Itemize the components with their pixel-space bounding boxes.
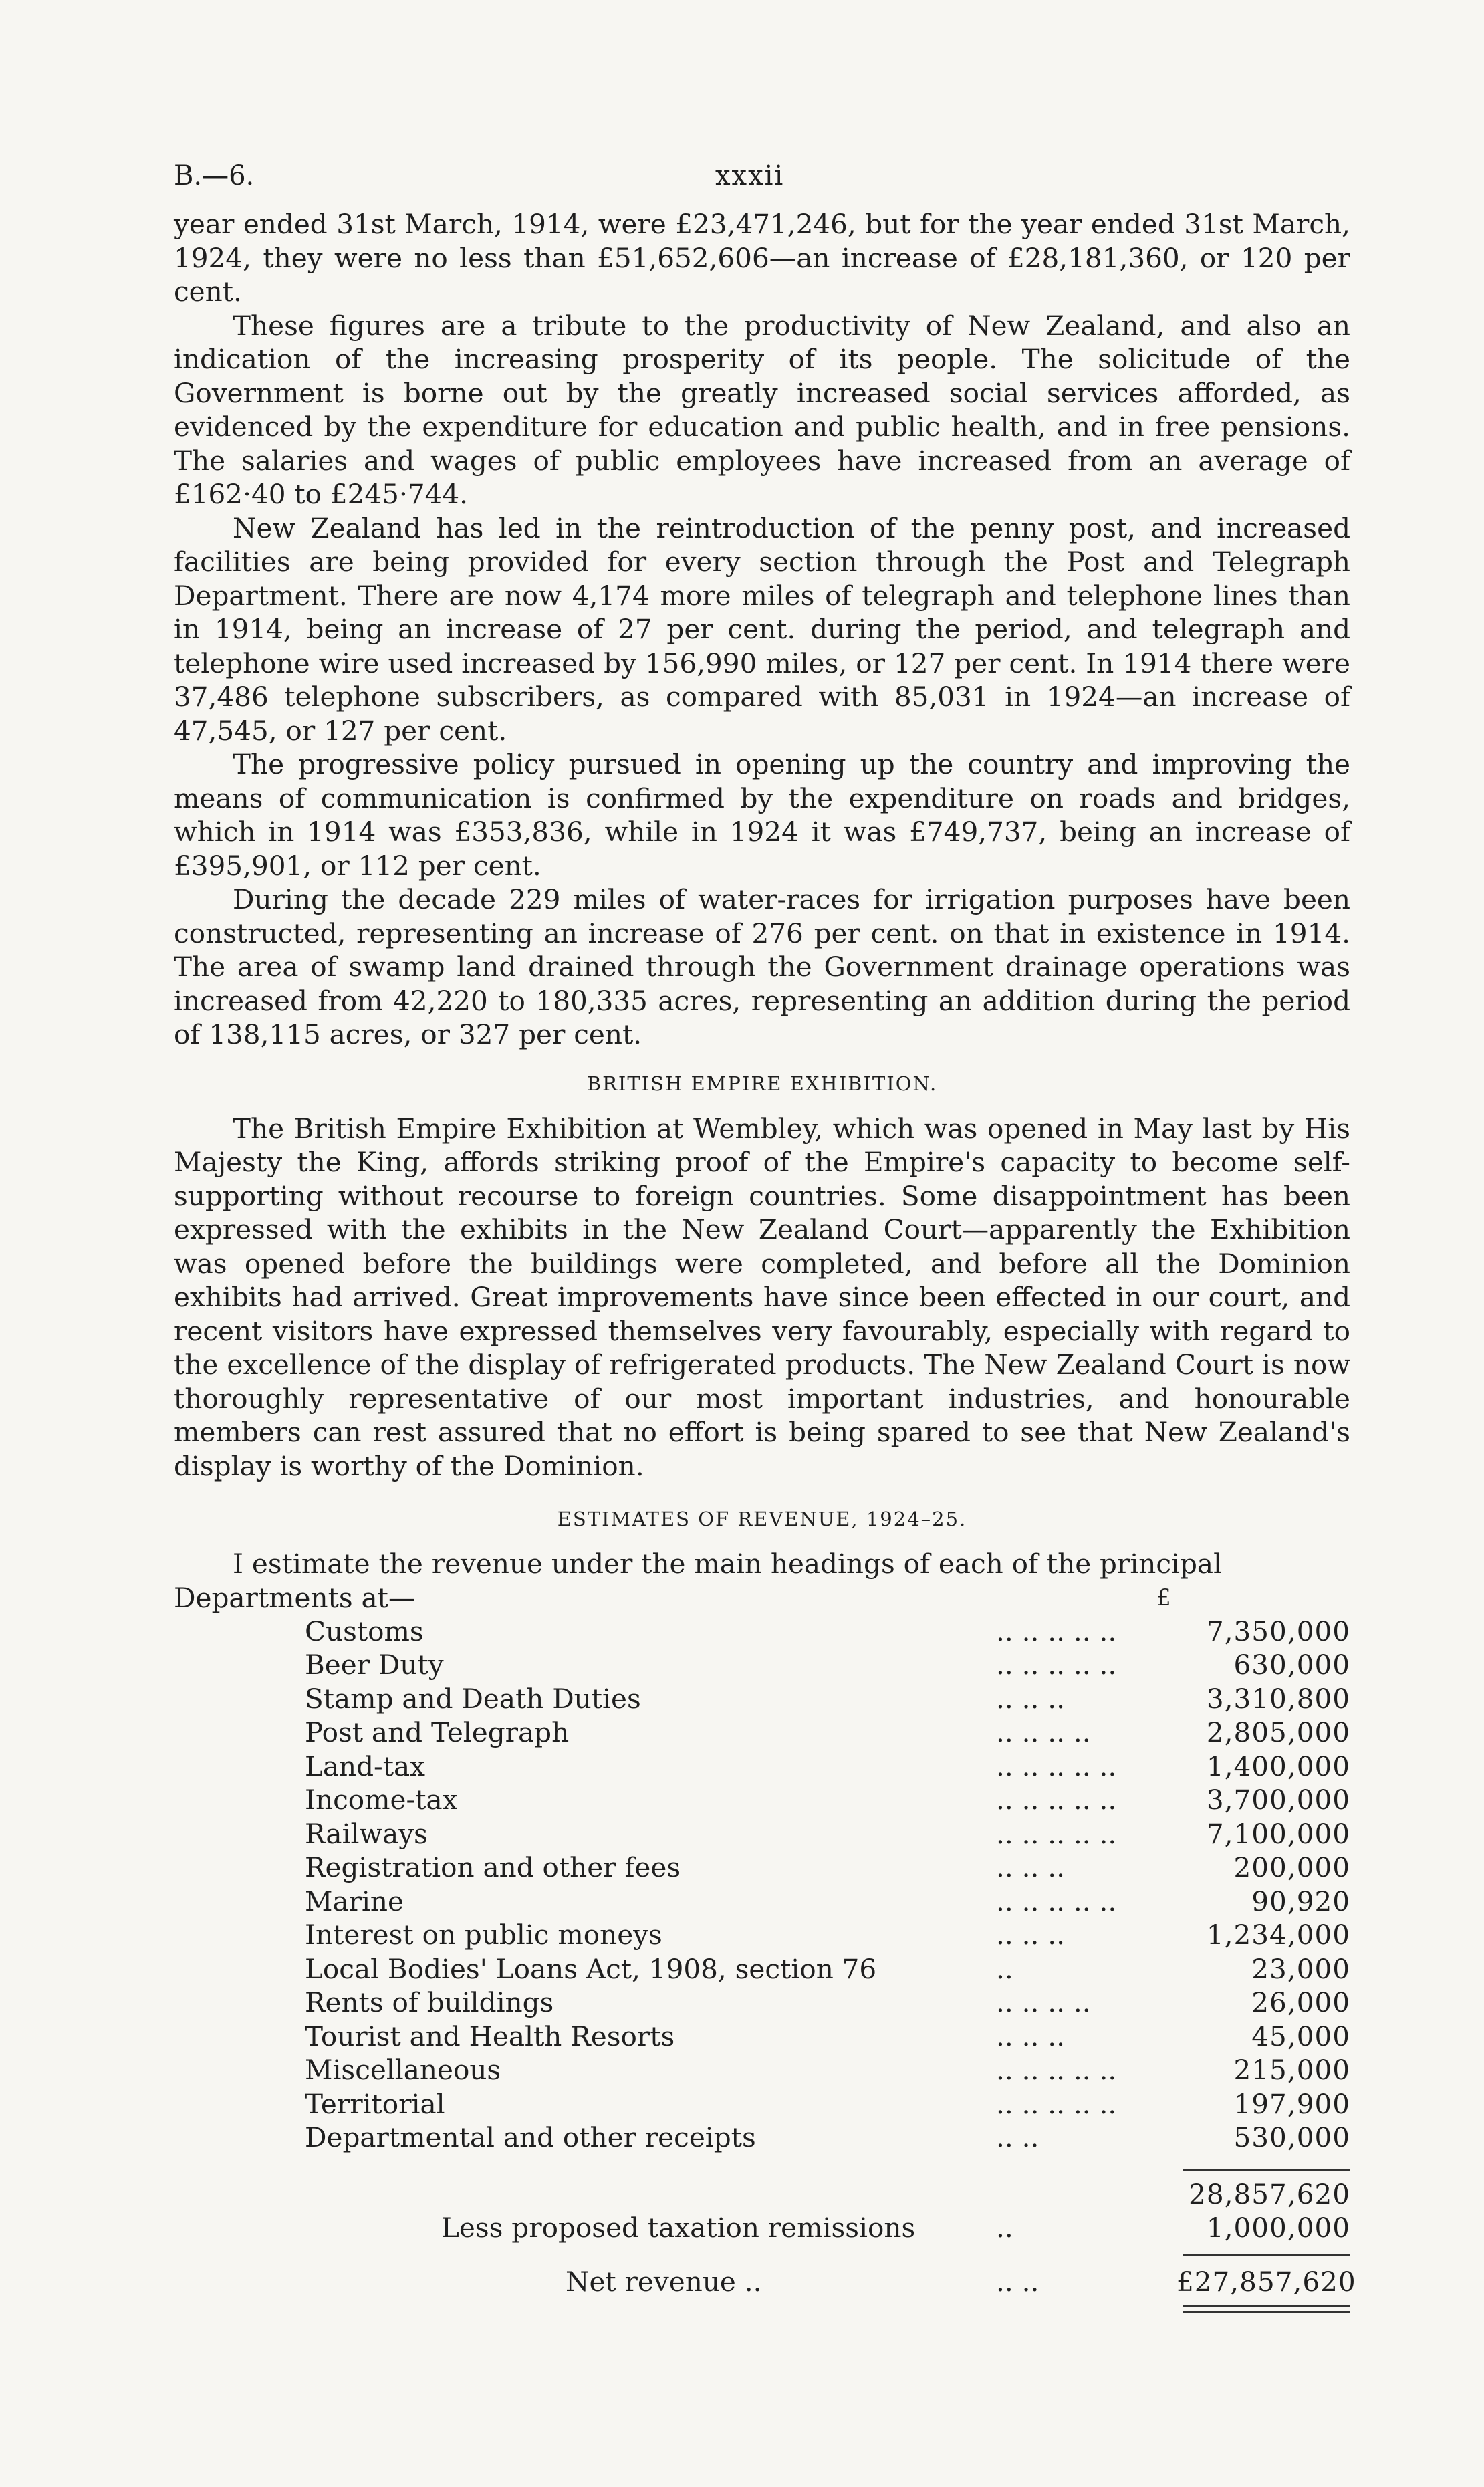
net-rule (1183, 2254, 1350, 2256)
remissions-row (174, 2211, 1350, 2245)
leader-dots: .. .. .. .. (996, 1716, 1091, 1748)
revenue-row-customs (174, 1615, 1350, 1649)
paragraph-2: These figures are a tribute to the productivity of New Zealand, and also an indication of the increasing prosperity of its people. The solicitude of the Government is borne out by the greatly increased social services afforded, as evidenced by the expenditure for education and public health, and in free pensions. The salaries and wages of public employees have increased from an average of £162·40 to £245·744. (174, 309, 1350, 510)
revenue-row-marine (174, 1885, 1350, 1919)
estimates-intro-continued (174, 1581, 1350, 1615)
paragraph-4: The progressive policy pursued in opening up the country and improving the means of communication is confirmed by the expenditure on roads and bridges, which in 1914 was £353,836, while in 1924 it was £749,737, being an increase of £395,901, or 112 per cent. (174, 748, 1350, 882)
revenue-item-amount: 90,920 (1251, 1885, 1350, 1917)
revenue-row-income-tax (174, 1783, 1350, 1817)
revenue-row-departmental-receipts (174, 2121, 1350, 2155)
revenue-item-amount: 630,000 (1233, 1649, 1350, 1681)
revenue-item-amount: 45,000 (1251, 2020, 1350, 2052)
revenue-item-name: Local Bodies' Loans Act, 1908, section 76 (305, 1952, 877, 1985)
revenue-item-amount: 26,000 (1251, 1986, 1350, 2018)
paragraph-3: New Zealand has led in the reintroduction of the penny post, and increased facilities are being provided for every section through the Post and Telegraph Department. There are now 4,174 more miles of telegraph and telephone lines than in 1914, being an increase of 27 per cent. during the period, and telegraph and telephone wire used increased by 156,990 miles, or 127 per cent. In 1914 there were 37,486 telephone subscribers, as compared with 85,031 in 1924—an increase of 47,545, or 127 per cent. (174, 511, 1350, 747)
paragraph-5: During the decade 229 miles of water-races for irrigation purposes have been constructed, representing an increase of 276 per cent. on that in existence in 1914. The area of swamp land drained through the Government drainage operations was increased from 42,220 to 180,335 acres, representing an addition during the period of 138,115 acres, or 327 per cent. (174, 883, 1350, 1050)
revenue-item-amount: 200,000 (1233, 1851, 1350, 1883)
revenue-item-amount: 215,000 (1233, 2054, 1350, 2086)
revenue-item-name: Tourist and Health Resorts (305, 2020, 675, 2052)
leader-dots: .. .. .. (996, 1919, 1065, 1951)
revenue-item-name: Beer Duty (305, 1649, 444, 1681)
revenue-item-name: Land-tax (305, 1750, 425, 1782)
estimates-intro: I estimate the revenue under the main headings of each of the principal (233, 1548, 1223, 1580)
total-rule-container (174, 2155, 1350, 2177)
revenue-row-miscellaneous (174, 2053, 1350, 2087)
leader-dots: .. .. .. (996, 1851, 1065, 1883)
revenue-item-amount: 7,350,000 (1206, 1615, 1350, 1647)
revenue-row-beer-duty (174, 1648, 1350, 1682)
total-rule (1183, 2169, 1350, 2171)
revenue-item-name: Territorial (305, 2087, 445, 2120)
exhibition-heading: BRITISH EMPIRE EXHIBITION. (586, 1072, 938, 1095)
revenue-item-name: Rents of buildings (305, 1986, 554, 2018)
double-rule-container (174, 2298, 1350, 2319)
revenue-item-name: Stamp and Death Duties (305, 1682, 641, 1715)
remissions-amount: 1,000,000 (1206, 2212, 1350, 2244)
document-page (174, 160, 1356, 2319)
document-reference: B.—6. (174, 160, 255, 191)
revenue-item-amount: 2,805,000 (1206, 1716, 1350, 1748)
revenue-item-name: Marine (305, 1885, 404, 1917)
revenue-table (174, 1615, 1350, 2155)
leader-dots: .. .. (996, 2265, 1039, 2298)
total-row (174, 2177, 1350, 2212)
net-revenue-amount: £27,857,620 (1177, 2265, 1356, 2298)
total-amount: 28,857,620 (1189, 2177, 1350, 2210)
revenue-row-stamp-death-duties (174, 1682, 1350, 1716)
leader-dots: .. .. .. .. (996, 1986, 1091, 2018)
leader-dots: .. .. .. (996, 2020, 1065, 2052)
page-number: xxxii (715, 160, 785, 191)
revenue-item-amount: 197,900 (1233, 2087, 1350, 2120)
leader-dots: .. .. .. .. .. (996, 1750, 1117, 1782)
exhibition-paragraph: The British Empire Exhibition at Wembley, which was opened in May last by His Majesty the King, affords striking proof of the Empire's capacity to become self-supporting without recourse to foreign countries. Some disappointment has been expressed with the exhibits in the New Zealand Court—apparently the Exhibition was opened before the buildings were completed, and before all the Dominion exhibits had arrived. Great improvements have since been effected in our court, and recent visitors have expressed themselves very favourably, especially with regard to the excellence of the display of refrigerated products. The New Zealand Court is now thoroughly representative of our most important industries, and honourable members can rest assured that no effort is being spared to see that New Zealand's display is worthy of the Dominion. (174, 1112, 1350, 1482)
paragraph-1: year ended 31st March, 1914, were £23,471,246, but for the year ended 31st March, 1924, they were no less than £51,652,606—an increase of £28,181,360, or 120 per cent. (174, 208, 1350, 308)
revenue-item-name: Registration and other fees (305, 1851, 681, 1883)
revenue-item-amount: 7,100,000 (1206, 1817, 1350, 1850)
revenue-item-amount: 3,700,000 (1206, 1784, 1350, 1816)
revenue-item-name: Departmental and other receipts (305, 2121, 756, 2153)
revenue-item-amount: 1,234,000 (1206, 1919, 1350, 1951)
leader-dots: .. (996, 1952, 1013, 1985)
leader-dots: .. .. .. .. .. (996, 2054, 1117, 2086)
double-rule-bottom (1183, 2311, 1350, 2313)
revenue-row-rents-buildings (174, 1986, 1350, 2020)
leader-dots: .. .. .. .. .. (996, 1784, 1117, 1816)
revenue-item-name: Miscellaneous (305, 2054, 501, 2086)
revenue-row-registration-fees (174, 1851, 1350, 1885)
leader-dots: .. .. .. .. .. (996, 1615, 1117, 1647)
revenue-row-territorial (174, 2087, 1350, 2121)
revenue-row-railways (174, 1817, 1350, 1851)
revenue-row-tourist-health-resorts (174, 2020, 1350, 2054)
revenue-item-amount: 530,000 (1233, 2121, 1350, 2153)
revenue-row-interest-public-moneys (174, 1918, 1350, 1952)
estimates-heading: ESTIMATES OF REVENUE, 1924–25. (557, 1508, 967, 1530)
leader-dots: .. .. .. (996, 1682, 1065, 1715)
revenue-row-post-telegraph (174, 1715, 1350, 1750)
revenue-item-name: Railways (305, 1817, 428, 1850)
net-revenue-label: Net revenue .. (566, 2265, 762, 2298)
net-rule-container (174, 2245, 1350, 2265)
leader-dots: .. (996, 2212, 1013, 2244)
revenue-item-amount: 1,400,000 (1206, 1750, 1350, 1782)
revenue-item-amount: 23,000 (1251, 1952, 1350, 1985)
revenue-item-name: Income-tax (305, 1784, 458, 1816)
revenue-item-name: Post and Telegraph (305, 1716, 570, 1748)
page-header (174, 160, 1350, 207)
leader-dots: .. .. .. .. .. (996, 1885, 1117, 1917)
revenue-item-name: Customs (305, 1615, 424, 1647)
revenue-row-local-bodies-loans (174, 1952, 1350, 1986)
currency-unit: £ (1156, 1584, 1171, 1611)
leader-dots: .. .. .. .. .. (996, 1649, 1117, 1681)
revenue-row-land-tax (174, 1750, 1350, 1784)
leader-dots: .. .. (996, 2121, 1039, 2153)
revenue-item-amount: 3,310,800 (1206, 1682, 1350, 1715)
revenue-item-name: Interest on public moneys (305, 1919, 662, 1951)
double-rule-top (1183, 2305, 1350, 2307)
leader-dots: .. .. .. .. .. (996, 1817, 1117, 1850)
estimates-intro-line2: Departments at— (174, 1581, 416, 1614)
remissions-label: Less proposed taxation remissions (441, 2212, 916, 2244)
net-revenue-row (174, 2265, 1356, 2299)
leader-dots: .. .. .. .. .. (996, 2087, 1117, 2120)
